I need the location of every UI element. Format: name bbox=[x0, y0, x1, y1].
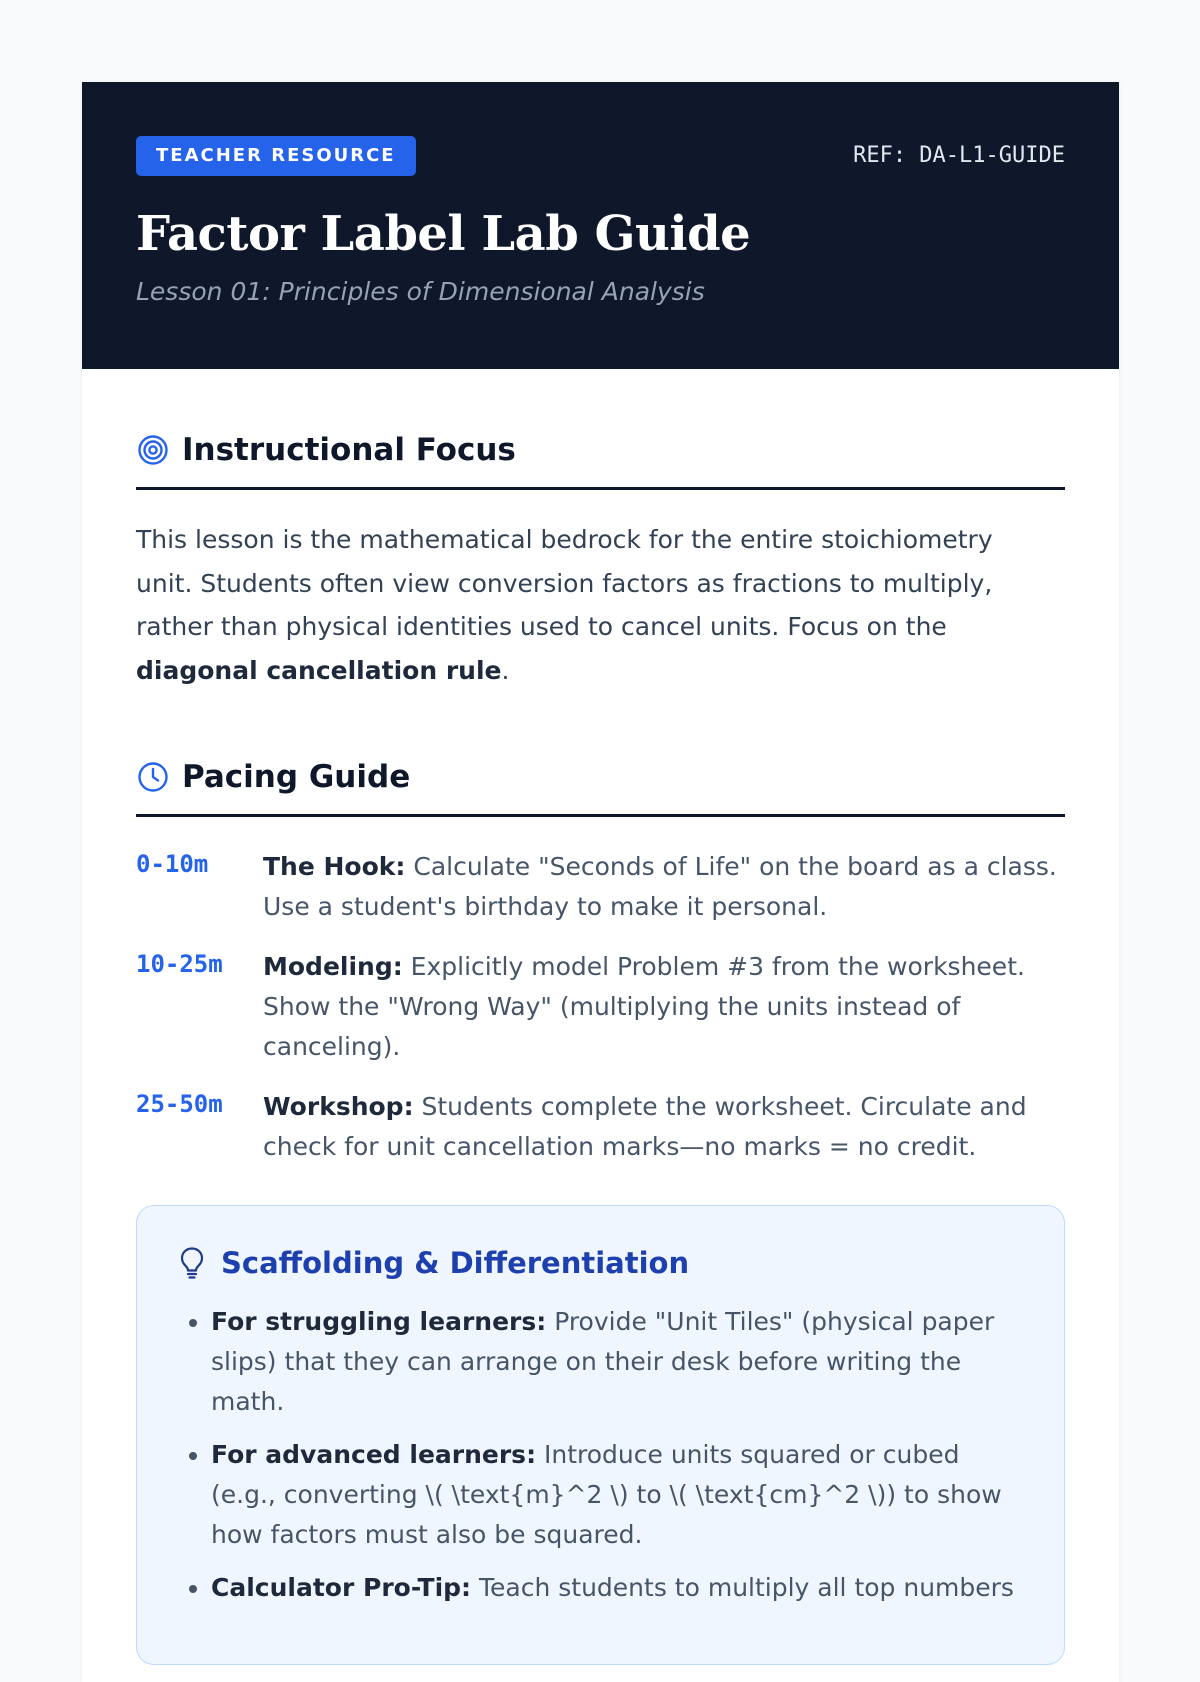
pacing-label: Workshop: bbox=[263, 1092, 414, 1121]
clock-icon bbox=[136, 760, 170, 794]
item-label: Calculator Pro-Tip: bbox=[211, 1573, 472, 1602]
scaffolding-list bbox=[177, 1302, 1024, 1608]
scaffolding-heading bbox=[177, 1246, 1024, 1280]
focus-text: This lesson is the mathematical bedrock for the entire stoichiometry unit. Students often view conversion factors as fractions to multiply, rather than physical identities used to cancel units. Focus on the bbox=[136, 525, 993, 641]
reference-code: REF: DA-L1-GUIDE bbox=[853, 143, 1065, 168]
item-text: Provide "Unit Tiles" (physical paper slips) that they can arrange on their desk before writing the math. bbox=[211, 1307, 995, 1416]
item-text: Introduce units squared or cubed (e.g., converting \( \text{m}^2 \) to \( \text{cm}^2 \)) to show how factors must also be squared. bbox=[211, 1440, 1002, 1549]
pacing-text: Calculate "Seconds of Life" on the board as a class. Use a student's birthday to make it personal. bbox=[263, 852, 1057, 921]
focus-paragraph bbox=[136, 518, 1056, 692]
header bbox=[82, 82, 1119, 369]
content bbox=[82, 425, 1119, 1665]
focus-text-end: . bbox=[501, 655, 510, 685]
focus-emphasis: diagonal cancellation rule bbox=[136, 655, 502, 685]
pacing-guide-heading bbox=[136, 752, 1065, 817]
item-text: Teach students to multiply all top numbers bbox=[471, 1573, 1014, 1602]
pacing-label: Modeling: bbox=[263, 952, 403, 981]
resource-badge: TEACHER RESOURCE bbox=[136, 136, 416, 176]
page-subtitle: Lesson 01: Principles of Dimensional Analysis bbox=[136, 277, 705, 306]
item-label: For advanced learners: bbox=[211, 1440, 537, 1469]
pacing-row bbox=[136, 847, 1065, 927]
pacing-description bbox=[263, 947, 1063, 1067]
pacing-text: Students complete the worksheet. Circulate and check for unit cancellation marks—no marks = no credit. bbox=[263, 1092, 1027, 1161]
scaffolding-title: Scaffolding & Differentiation bbox=[221, 1246, 690, 1280]
pacing-time: 25-50m bbox=[136, 1090, 223, 1118]
list-item bbox=[211, 1435, 1024, 1555]
list-item bbox=[211, 1302, 1024, 1422]
pacing-time: 0-10m bbox=[136, 850, 209, 878]
pacing-description bbox=[263, 847, 1063, 927]
instructional-focus-heading bbox=[136, 425, 1065, 490]
pacing-row bbox=[136, 1087, 1065, 1167]
item-label: For struggling learners: bbox=[211, 1307, 547, 1336]
scaffolding-callout bbox=[136, 1205, 1065, 1665]
pacing-description bbox=[263, 1087, 1063, 1167]
guide-card bbox=[82, 82, 1119, 1682]
page-title: Factor Label Lab Guide bbox=[136, 206, 751, 262]
target-icon bbox=[136, 433, 170, 467]
lightbulb-icon bbox=[177, 1246, 207, 1280]
pacing-text: Explicitly model Problem #3 from the worksheet. Show the "Wrong Way" (multiplying the units instead of canceling). bbox=[263, 952, 1025, 1061]
pacing-list bbox=[136, 847, 1065, 1167]
section-title: Pacing Guide bbox=[182, 759, 411, 795]
pacing-label: The Hook: bbox=[263, 852, 406, 881]
pacing-time: 10-25m bbox=[136, 950, 223, 978]
section-title: Instructional Focus bbox=[182, 432, 516, 468]
list-item bbox=[211, 1568, 1024, 1608]
pacing-row bbox=[136, 947, 1065, 1067]
